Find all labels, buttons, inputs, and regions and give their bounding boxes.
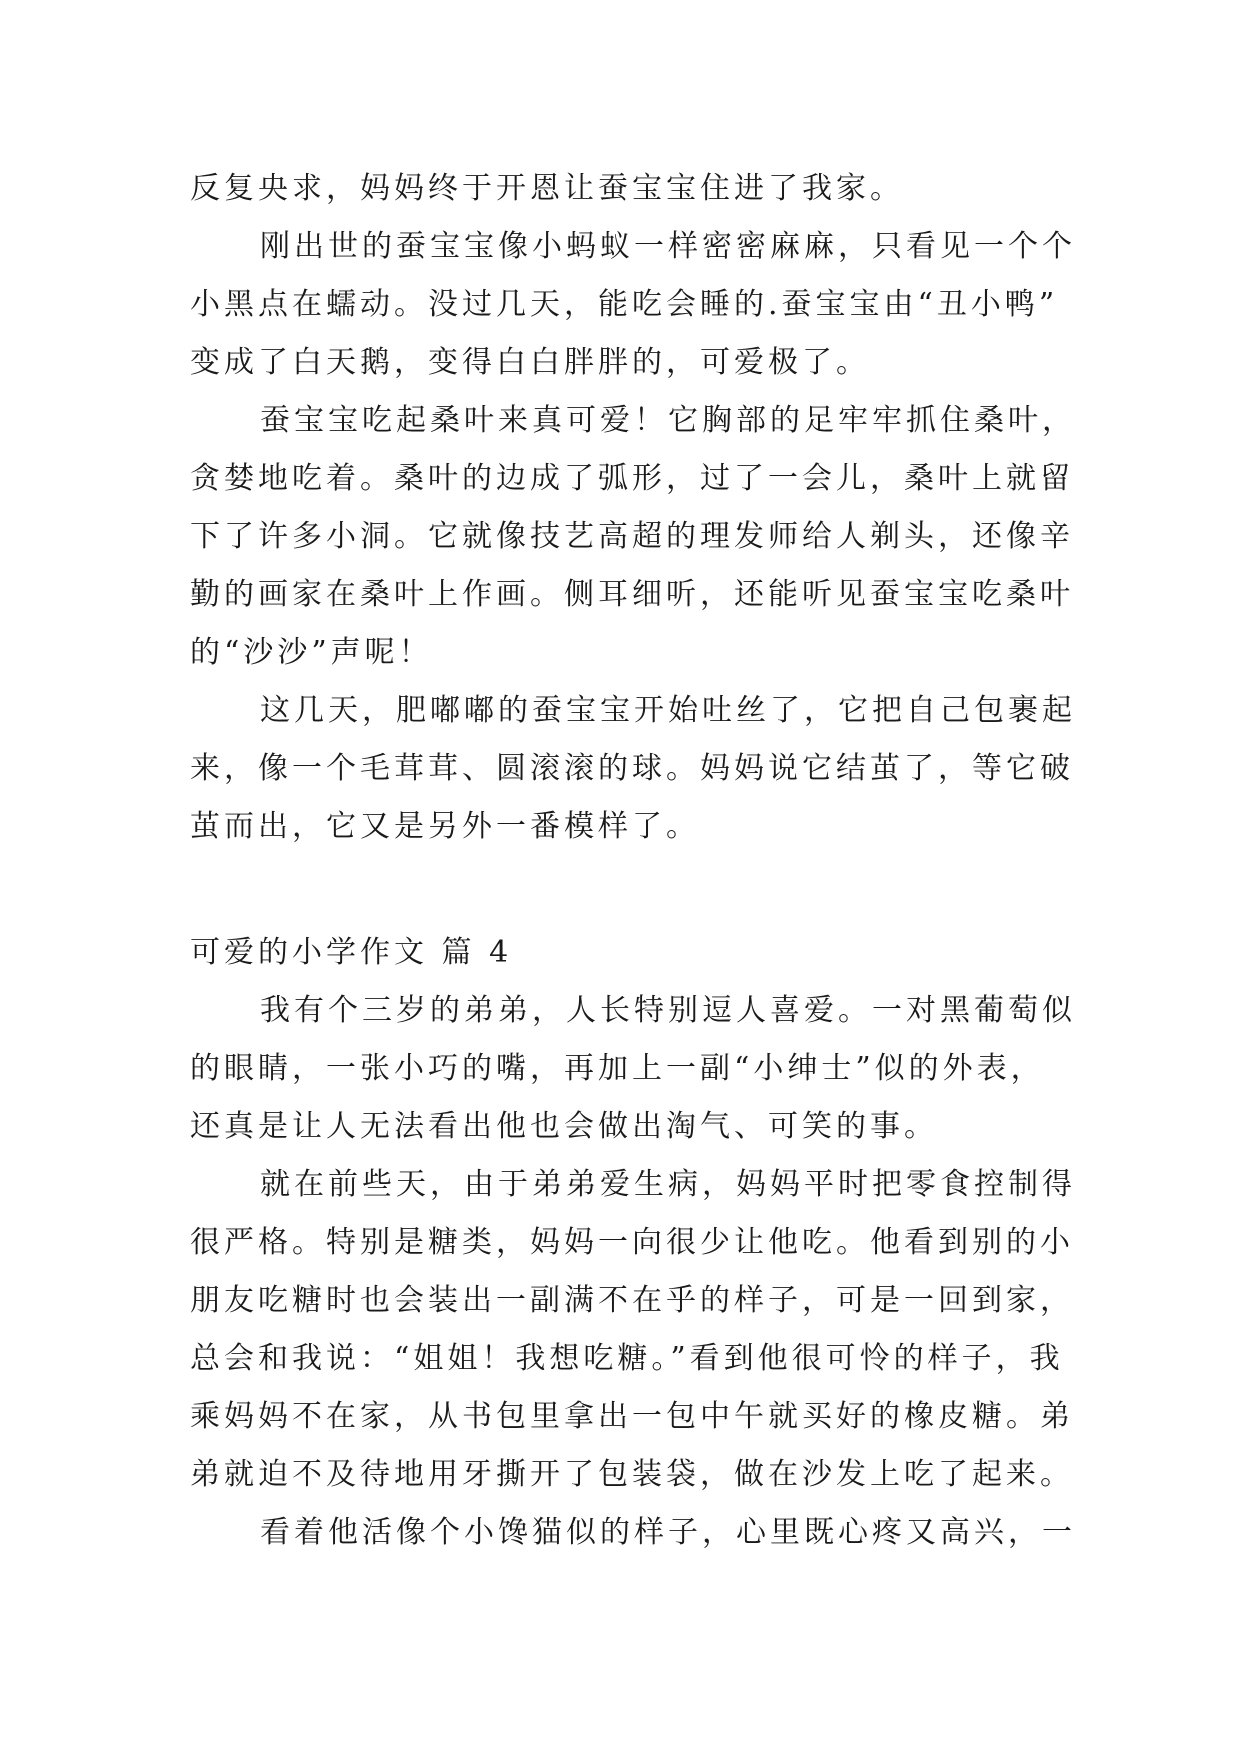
text-line: 茧而出，它又是另外一番模样了。 [190,809,700,844]
text-line: 还真是让人无法看出他也会做出淘气、可笑的事。 [190,1109,938,1144]
paragraph [190,392,1076,682]
section-heading: 可爱的小学作文 篇 4 [190,935,513,970]
text-line: 总会和我说：“姐姐！我想吃糖。”看到他很可怜的样子，我 [190,1341,1064,1376]
text-line: 这几天，肥嘟嘟的蚕宝宝开始吐丝了，它把自己包裹起 [260,693,1076,728]
text-line: 的“沙沙”声呢！ [190,635,433,670]
text-line: 很严格。特别是糖类，妈妈一向很少让他吃。他看到别的小 [190,1225,1074,1260]
text-line: 勤的画家在桑叶上作画。侧耳细听，还能听见蚕宝宝吃桑叶 [190,577,1074,612]
text-line: 乘妈妈不在家，从书包里拿出一包中午就买好的橡皮糖。弟 [190,1399,1074,1434]
text-line: 刚出世的蚕宝宝像小蚂蚁一样密密麻麻，只看见一个个 [260,229,1076,264]
text-line: 下了许多小洞。它就像技艺高超的理发师给人剃头，还像辛 [190,519,1074,554]
text-line: 的眼睛，一张小巧的嘴，再加上一副“小绅士”似的外表， [190,1051,1045,1086]
document-body [190,160,1076,1562]
text-line: 贪婪地吃着。桑叶的边成了弧形，过了一会儿，桑叶上就留 [190,461,1074,496]
text-line: 蚕宝宝吃起桑叶来真可爱！它胸部的足牢牢抓住桑叶， [260,403,1076,438]
text-line: 我有个三岁的弟弟，人长特别逗人喜爱。一对黑葡萄似 [260,993,1076,1028]
text-line: 小黑点在蠕动。没过几天，能吃会睡的.蚕宝宝由“丑小鸭” [190,287,1059,322]
section-gap [190,856,1070,924]
paragraph [190,160,1070,218]
text-line: 反复央求，妈妈终于开恩让蚕宝宝住进了我家。 [190,171,904,206]
text-line: 就在前些天，由于弟弟爱生病，妈妈平时把零食控制得 [260,1167,1076,1202]
paragraph [190,982,1076,1156]
text-line: 变成了白天鹅，变得白白胖胖的，可爱极了。 [190,345,870,380]
text-line: 弟就迫不及待地用牙撕开了包装袋，做在沙发上吃了起来。 [190,1457,1074,1492]
paragraph [190,218,1076,392]
paragraph [190,1504,1076,1562]
text-line: 来，像一个毛茸茸、圆滚滚的球。妈妈说它结茧了，等它破 [190,751,1074,786]
paragraph [190,682,1076,856]
text-line: 看着他活像个小馋猫似的样子，心里既心疼又高兴，一 [260,1515,1076,1550]
text-line: 朋友吃糖时也会装出一副满不在乎的样子，可是一回到家， [190,1283,1074,1318]
paragraph [190,1156,1076,1504]
